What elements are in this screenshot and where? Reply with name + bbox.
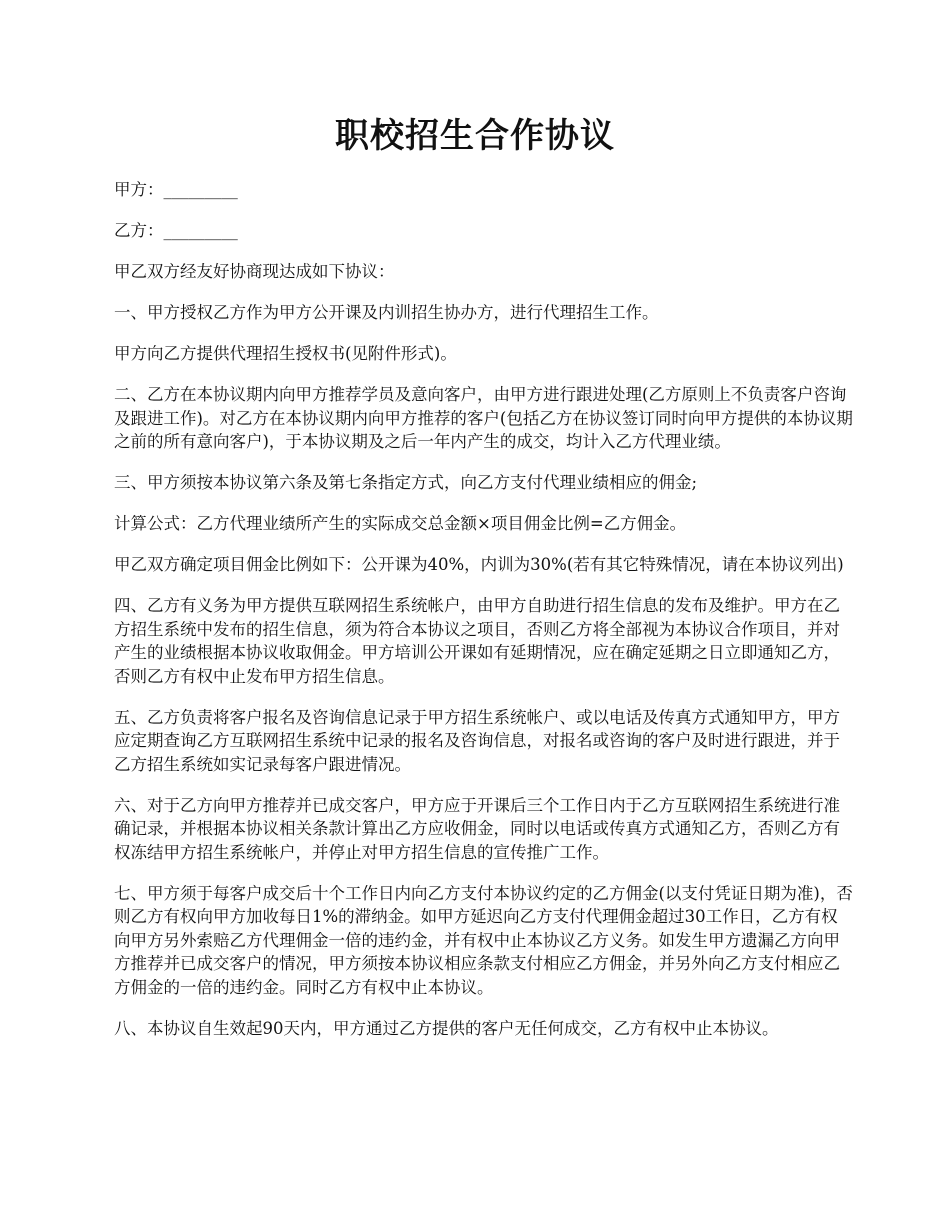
clause-7: 七、甲方须于每客户成交后十个工作日内向乙方支付本协议约定的乙方佣金(以支付凭证日期为准)，否则乙方有权向甲方加收每日1%的滞纳金。如甲方延迟向乙方支付代理佣金超过30工作日，乙方有权向甲方另外索赔乙方代理佣金一倍的违约金，并有权中止本协议乙方义务。如发生甲方遗漏乙方向甲方推荐并已成交客户的情况，甲方须按本协议相应条款支付相应乙方佣金，并另外向乙方支付相应乙方佣金的一倍的违约金。同时乙方有权中止本协议。: [114, 883, 853, 997]
clause-8: 八、本协议自生效起90天内，甲方通过乙方提供的客户无任何成交，乙方有权中止本协议。: [114, 1018, 779, 1038]
clause-3: 三、甲方须按本协议第六条及第七条指定方式，向乙方支付代理业绩相应的佣金;: [114, 473, 698, 492]
commission-formula: 计算公式：乙方代理业绩所产生的实际成交总金额×项目佣金比例=乙方佣金。: [114, 514, 687, 533]
intro-paragraph: 甲乙双方经友好协商现达成如下协议：: [114, 262, 395, 281]
clause-6: 六、对于乙方向甲方推荐并已成交客户，甲方应于开课后三个工作日内于乙方互联网招生系统进行准确记录，并根据本协议相关条款计算出乙方应收佣金，同时以电话或传真方式通知乙方，否则乙方有权冻结甲方招生系统帐户，并停止对甲方招生信息的宣传推广工作。: [114, 795, 840, 862]
party-a-blank: _________: [163, 180, 238, 199]
clause-4: 四、乙方有义务为甲方提供互联网招生系统帐户，由甲方自助进行招生信息的发布及维护。甲方在乙方招生系统中发布的招生信息，须为符合本协议之项目，否则乙方将全部视为本协议合作项目，并对产生的业绩根据本协议收取佣金。甲方培训公开课如有延期情况，应在确定延期之日立即通知乙方，否则乙方有权中止发布甲方招生信息。: [114, 596, 840, 686]
clause-1: 一、甲方授权乙方作为甲方公开课及内训招生协办方，进行代理招生工作。: [114, 303, 659, 322]
party-b-line: [114, 219, 854, 243]
clause-1-note: 甲方向乙方提供代理招生授权书(见附件形式)。: [114, 344, 457, 363]
commission-rates: 甲乙双方确定项目佣金比例如下：公开课为40%，内训为30%(若有其它特殊情况，请在本协议列出): [114, 555, 844, 574]
document-title: 职校招生合作协议: [335, 116, 615, 156]
document-body: [114, 178, 854, 1058]
party-a-line: [114, 178, 854, 202]
party-a-label: 甲方：: [114, 180, 164, 199]
clause-2: 二、乙方在本协议期内向甲方推荐学员及意向客户，由甲方进行跟进处理(乙方原则上不负责客户咨询及跟进工作)。对乙方在本协议期内向甲方推荐的客户(包括乙方在协议签订同时向甲方提供的本协议期之前的所有意向客户)，于本协议期及之后一年内产生的成交，均计入乙方代理业绩。: [114, 385, 853, 451]
party-b-label: 乙方：: [114, 221, 164, 240]
party-b-blank: _________: [163, 221, 238, 240]
clause-5: 五、乙方负责将客户报名及咨询信息记录于甲方招生系统帐户、或以电话及传真方式通知甲方，甲方应定期查询乙方互联网招生系统中记录的报名及咨询信息，对报名或咨询的客户及时进行跟进，并于乙方招生系统如实记录每客户跟进情况。: [114, 707, 840, 774]
